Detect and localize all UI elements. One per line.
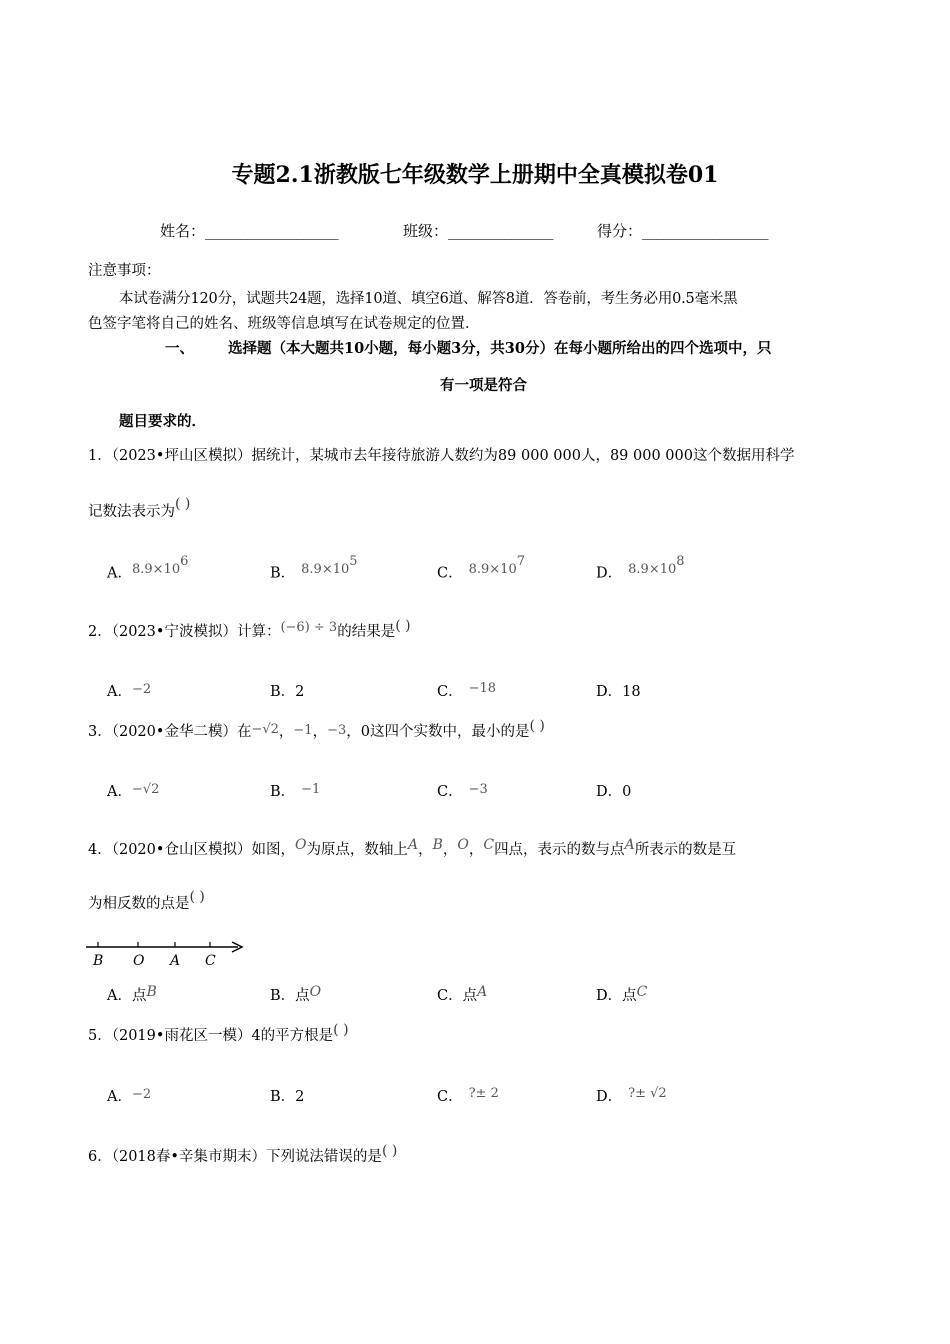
question-number: 1． bbox=[88, 448, 112, 464]
option-letter: B． bbox=[270, 1089, 296, 1105]
question-math: −3 bbox=[327, 723, 347, 738]
option-text: 18 bbox=[622, 684, 641, 700]
section-title-line-3: 题目要求的． bbox=[119, 413, 206, 430]
question-number: 5． bbox=[88, 1028, 112, 1044]
separator: ， bbox=[418, 842, 433, 858]
q1-option-a[interactable] bbox=[107, 554, 189, 582]
q3-option-d[interactable] bbox=[596, 780, 631, 801]
question-text: 为原点，数轴上 bbox=[306, 842, 408, 858]
notice-heading: 注意事项： bbox=[88, 263, 161, 279]
q3-option-c[interactable] bbox=[437, 780, 488, 801]
option-exponent: 6 bbox=[180, 554, 189, 569]
notice-line-2: 色签字笔将自己的姓名、班级等信息填写在试卷规定的位置． bbox=[88, 316, 480, 332]
question-2 bbox=[88, 620, 411, 641]
question-number: 3． bbox=[88, 724, 112, 740]
option-letter: C． bbox=[437, 784, 463, 800]
score-label: 得分： bbox=[597, 222, 643, 240]
option-var: B bbox=[146, 984, 157, 1000]
question-text: 的结果是 bbox=[337, 624, 396, 640]
question-math: (−6) ÷ 3 bbox=[280, 620, 338, 635]
q1-option-c[interactable] bbox=[437, 554, 525, 582]
question-math: −1 bbox=[293, 723, 313, 738]
option-letter: C． bbox=[437, 988, 463, 1004]
option-var: C bbox=[636, 984, 648, 1000]
question-3 bbox=[88, 720, 545, 741]
option-math: −18 bbox=[468, 681, 497, 696]
q4-option-d[interactable] bbox=[596, 984, 647, 1005]
question-text: 四点，表示的数与点 bbox=[494, 842, 625, 858]
option-math: −1 bbox=[301, 782, 321, 797]
question-text: （2019•雨花区一模）4的平方根是 bbox=[111, 1028, 334, 1044]
name-field[interactable] bbox=[160, 220, 338, 241]
point-b: B bbox=[432, 837, 443, 853]
class-field[interactable] bbox=[403, 220, 553, 241]
question-number: 2． bbox=[88, 624, 112, 640]
option-letter: B． bbox=[270, 988, 296, 1004]
option-letter: B． bbox=[270, 684, 296, 700]
q3-option-b[interactable] bbox=[270, 780, 320, 801]
option-math: 8.9×10 bbox=[131, 562, 181, 578]
answer-blank[interactable]: ( ) bbox=[395, 618, 411, 634]
question-4-line-2 bbox=[88, 889, 205, 913]
q5-option-c[interactable] bbox=[437, 1085, 499, 1106]
q1-option-d[interactable] bbox=[596, 554, 685, 582]
q5-option-b[interactable] bbox=[270, 1085, 304, 1106]
class-label: 班级： bbox=[403, 222, 449, 240]
point-o: O bbox=[457, 837, 469, 853]
option-text: 2 bbox=[295, 684, 305, 700]
question-number: 6． bbox=[88, 1149, 112, 1165]
name-blank[interactable]: ___________________ bbox=[205, 222, 339, 240]
option-math: ?± √2 bbox=[628, 1086, 667, 1101]
option-letter: C． bbox=[437, 1089, 463, 1105]
option-letter: D． bbox=[596, 784, 623, 800]
number-line-figure bbox=[86, 938, 246, 970]
option-math: ?± 2 bbox=[468, 1086, 499, 1101]
option-text: 点 bbox=[295, 988, 310, 1004]
point-c: C bbox=[483, 837, 495, 853]
option-letter: D． bbox=[596, 988, 623, 1004]
question-text: （2020•仓山区模拟）如图， bbox=[111, 842, 295, 858]
option-letter: D． bbox=[596, 684, 623, 700]
option-letter: B． bbox=[270, 565, 296, 582]
question-text: 所表示的数是互 bbox=[634, 842, 737, 858]
name-label: 姓名： bbox=[160, 222, 206, 240]
score-blank[interactable]: __________________ bbox=[642, 222, 769, 240]
separator: ， bbox=[278, 724, 294, 740]
page-title: 专题2.1浙教版七年级数学上册期中全真模拟卷01 bbox=[231, 162, 719, 188]
separator: ， bbox=[468, 842, 484, 858]
option-text: 点 bbox=[462, 988, 478, 1004]
question-number: 4． bbox=[88, 842, 112, 858]
option-letter: D． bbox=[596, 565, 623, 582]
answer-blank[interactable]: ( ) bbox=[529, 718, 545, 734]
section-number: 一、 bbox=[165, 340, 194, 357]
option-math: −2 bbox=[131, 1087, 152, 1102]
question-6 bbox=[88, 1145, 397, 1166]
option-letter: A． bbox=[107, 1089, 132, 1105]
option-letter: A． bbox=[107, 684, 132, 700]
q4-option-a[interactable] bbox=[107, 984, 157, 1005]
option-math: 8.9×10 bbox=[468, 562, 517, 578]
label-c: C bbox=[205, 953, 216, 969]
option-math: −√2 bbox=[131, 782, 160, 797]
q2-option-b[interactable] bbox=[270, 680, 304, 701]
option-letter: A． bbox=[107, 988, 132, 1004]
answer-blank[interactable]: ( ) bbox=[189, 889, 205, 905]
question-text: 记数法表示为 bbox=[88, 504, 175, 520]
option-math: 8.9×10 bbox=[628, 562, 677, 578]
point-a: A bbox=[624, 837, 635, 853]
option-letter: A． bbox=[107, 784, 132, 800]
point-a: A bbox=[407, 837, 419, 853]
q2-option-c[interactable] bbox=[437, 680, 496, 701]
option-text: 点 bbox=[622, 988, 637, 1004]
label-a: A bbox=[170, 953, 181, 969]
option-math: 8.9×10 bbox=[301, 562, 350, 578]
option-var: A bbox=[477, 984, 488, 1000]
option-exponent: 7 bbox=[516, 554, 525, 569]
question-4 bbox=[88, 838, 736, 859]
question-text: （2023•坪山区模拟）据统计，某城市去年接待旅游人数约为89 000 000人，89 000 000这个数据用科学 bbox=[111, 448, 795, 464]
q5-option-a[interactable] bbox=[107, 1085, 151, 1106]
question-text: （2018春•辛集市期末）下列说法错误的是 bbox=[111, 1149, 382, 1165]
option-exponent: 5 bbox=[349, 554, 358, 569]
point-o: O bbox=[294, 837, 307, 853]
section-title-line-1: 选择题（本大题共10小题，每小题3分，共30分）在每小题所给出的四个选项中，只 bbox=[228, 340, 772, 357]
option-text: 0 bbox=[622, 784, 632, 800]
label-b: B bbox=[93, 953, 104, 969]
option-text: 点 bbox=[131, 988, 147, 1004]
section-title-line-2: 有一项是符合 bbox=[440, 377, 527, 394]
class-blank[interactable]: _______________ bbox=[448, 222, 554, 240]
question-math: −√2 bbox=[251, 722, 279, 737]
q2-option-a[interactable] bbox=[107, 680, 151, 701]
answer-blank[interactable]: ( ) bbox=[333, 1022, 349, 1038]
notice-line-1: 本试卷满分120分，试题共24题，选择10道、填空6道、解答8道．答卷前，考生务必用0.5毫米黑 bbox=[119, 291, 738, 307]
label-o: O bbox=[133, 953, 145, 969]
option-letter: D． bbox=[596, 1089, 623, 1105]
question-text: ，0这四个实数中，最小的是 bbox=[346, 724, 530, 740]
score-field[interactable] bbox=[597, 220, 768, 241]
question-1 bbox=[88, 444, 794, 465]
separator: ， bbox=[312, 724, 328, 740]
option-math: −3 bbox=[468, 782, 488, 797]
q4-option-b[interactable] bbox=[270, 984, 321, 1005]
q3-option-a[interactable] bbox=[107, 780, 159, 801]
question-5 bbox=[88, 1024, 349, 1045]
q1-option-b[interactable] bbox=[270, 554, 358, 582]
option-letter: C． bbox=[437, 565, 463, 582]
option-text: 2 bbox=[295, 1089, 305, 1105]
option-math: −2 bbox=[131, 682, 152, 697]
option-letter: A． bbox=[107, 565, 132, 582]
option-letter: C． bbox=[437, 684, 463, 700]
answer-blank[interactable]: ( ) bbox=[381, 1143, 398, 1159]
q2-option-d[interactable] bbox=[596, 680, 641, 701]
answer-blank[interactable]: ( ) bbox=[175, 496, 191, 512]
question-text: （2023•宁波模拟）计算： bbox=[111, 624, 281, 640]
option-var: O bbox=[309, 984, 322, 1000]
question-1-line-2 bbox=[88, 496, 191, 521]
option-letter: B． bbox=[270, 784, 296, 800]
question-text: （2020•金华二模）在 bbox=[111, 724, 252, 740]
option-exponent: 8 bbox=[676, 554, 685, 569]
question-text: 为相反数的点是 bbox=[88, 896, 190, 912]
q4-option-c[interactable] bbox=[437, 984, 487, 1005]
separator: ， bbox=[442, 842, 458, 858]
q5-option-d[interactable] bbox=[596, 1085, 667, 1106]
